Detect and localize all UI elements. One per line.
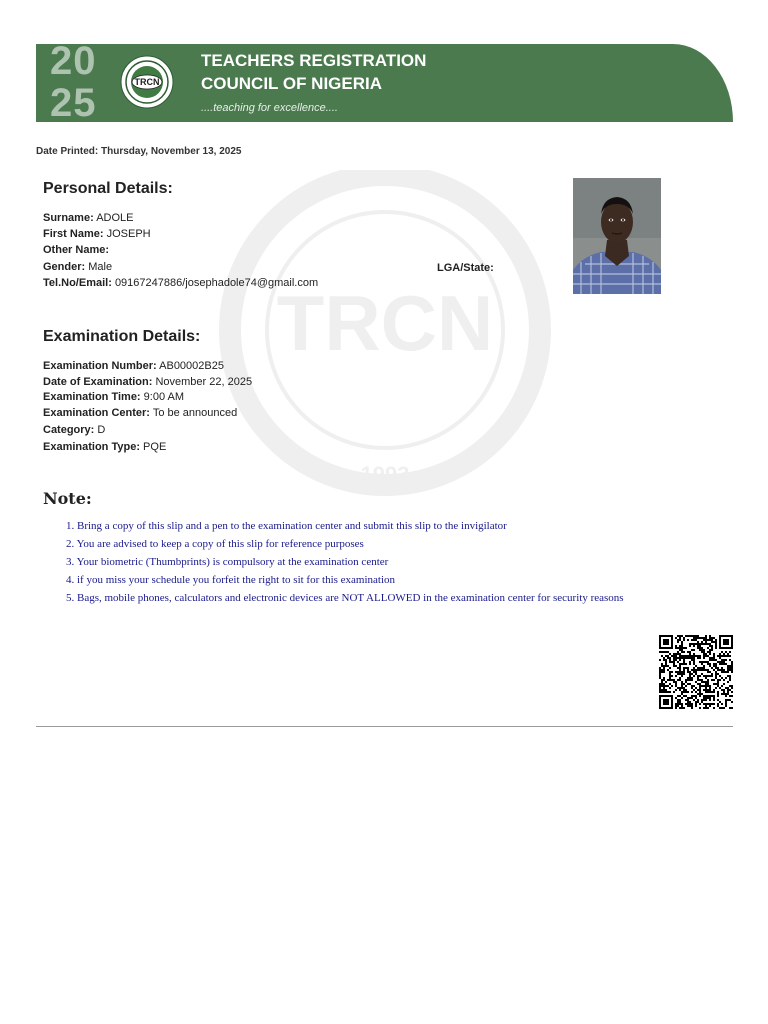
first-name-label: First Name: [43,228,104,240]
note-list [66,518,624,608]
qr-code [659,635,733,709]
category-value: D [97,424,106,436]
note-item: 2. You are advised to keep a copy of this slip for reference purposes [66,538,364,550]
category-label: Category: [43,424,95,436]
qr-finder-pattern [719,635,733,649]
note-title: Note: [43,489,92,508]
first-name-value: JOSEPH [106,228,151,240]
surname-field [43,212,134,224]
org-name [201,49,426,95]
year-bottom: 25 [50,81,97,122]
first-name-field [43,228,151,240]
exam-center-value: To be announced [152,407,238,419]
exam-type-value: PQE [143,441,167,453]
surname-value: ADOLE [96,212,134,224]
lga-state-label: LGA/State: [437,262,494,274]
exam-date-label: Date of Examination: [43,376,153,388]
surname-label: Surname: [43,212,94,224]
other-name-field [43,244,109,256]
watermark-text: TRCN [276,279,494,367]
qr-finder-pattern [659,695,673,709]
category-field [43,424,105,436]
exam-details-title: Examination Details: [43,328,201,345]
page-divider [36,726,733,727]
exam-type-label: Examination Type: [43,441,140,453]
exam-time-value: 9:00 AM [143,391,185,403]
exam-number-field [43,360,224,372]
gender-label: Gender: [43,261,86,273]
other-name-label: Other Name: [43,244,110,256]
contact-label: Tel.No/Email: [43,277,112,289]
exam-center-field [43,407,237,419]
motto: ....teaching for excellence.... [201,102,338,114]
exam-number-value: AB00002B25 [159,360,224,372]
watermark-seal [200,170,570,500]
gender-value: Male [88,261,113,273]
exam-center-label: Examination Center: [43,407,150,419]
qr-finder-pattern [659,635,673,649]
exam-type-field [43,441,166,453]
exam-time-label: Examination Time: [43,391,141,403]
year-badge [50,44,97,122]
exam-time-field [43,391,184,403]
exam-date-value: November 22, 2025 [155,376,253,388]
contact-field [43,277,318,289]
year-top: 20 [50,44,97,83]
note-item: 3. Your biometric (Thumbprints) is compulsory at the examination center [66,556,389,568]
org-name-line1: TEACHERS REGISTRATION [201,51,427,70]
logo-text: TRCN [134,77,160,87]
gender-field [43,261,112,273]
header-banner [36,44,733,122]
contact-value: 09167247886/josephadole74@gmail.com [114,277,319,289]
note-item: 1. Bring a copy of this slip and a pen to the examination center and submit this slip to the invigilator [66,520,507,532]
note-item: 5. Bags, mobile phones, calculators and electronic devices are NOT ALLOWED in the examination center for security reasons [66,592,624,604]
trcn-logo [120,55,174,109]
personal-details-title: Personal Details: [43,180,173,197]
org-name-line2: COUNCIL OF NIGERIA [201,74,383,93]
date-printed: Date Printed: Thursday, November 13, 2025 [36,146,242,157]
watermark-year: 1993 [360,462,410,487]
exam-number-label: Examination Number: [43,360,157,372]
exam-date-field [43,376,252,388]
note-item: 4. if you miss your schedule you forfeit the right to sit for this examination [66,574,396,586]
passport-photo [573,178,661,294]
